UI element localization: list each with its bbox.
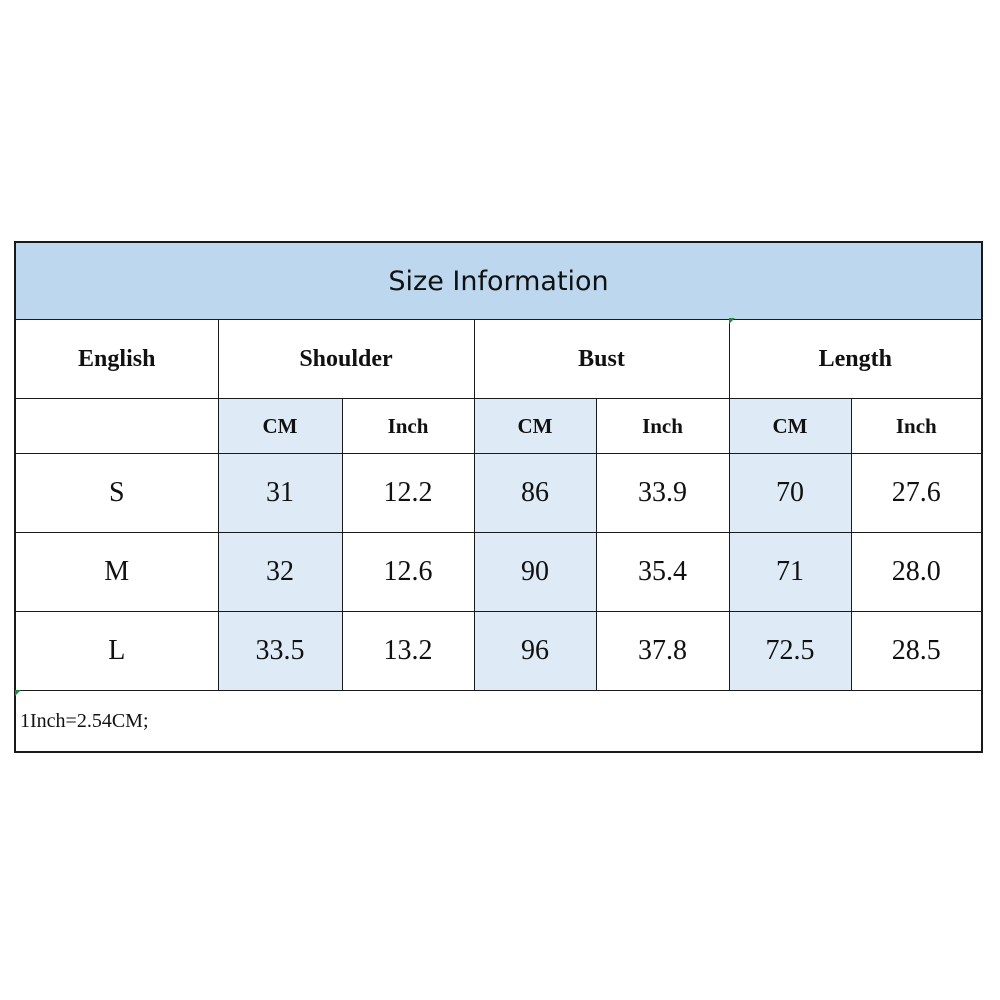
- length-cm-value: 70: [729, 454, 851, 533]
- size-label: L: [15, 612, 218, 691]
- bust-inch-value: 35.4: [596, 533, 729, 612]
- length-inch-value: 28.5: [851, 612, 982, 691]
- shoulder-cm-value: 31: [218, 454, 342, 533]
- bust-cm-unit: CM: [474, 399, 596, 454]
- bust-cm-value: 86: [474, 454, 596, 533]
- bust-inch-value: 33.9: [596, 454, 729, 533]
- title-row: [15, 242, 982, 320]
- table-title: Size Information: [15, 242, 982, 320]
- shoulder-cm-unit: CM: [218, 399, 342, 454]
- size-label: S: [15, 454, 218, 533]
- bust-cm-value: 96: [474, 612, 596, 691]
- length-header: Length: [729, 320, 982, 399]
- size-information-table: [14, 241, 983, 753]
- size-column-header: English: [15, 320, 218, 399]
- shoulder-header: Shoulder: [218, 320, 474, 399]
- length-inch-value: 28.0: [851, 533, 982, 612]
- header-row: [15, 320, 982, 399]
- bust-cm-value: 90: [474, 533, 596, 612]
- cell-comment-marker: [729, 318, 735, 324]
- shoulder-cm-value: 33.5: [218, 612, 342, 691]
- table-row-s: [15, 454, 982, 533]
- shoulder-inch-value: 12.6: [342, 533, 474, 612]
- table-row-m: [15, 533, 982, 612]
- bust-inch-value: 37.8: [596, 612, 729, 691]
- cell-comment-marker: [15, 690, 21, 696]
- length-cm-value: 71: [729, 533, 851, 612]
- length-cm-unit: CM: [729, 399, 851, 454]
- note-row: [15, 691, 982, 753]
- shoulder-inch-value: 13.2: [342, 612, 474, 691]
- length-inch-unit: Inch: [851, 399, 982, 454]
- shoulder-inch-unit: Inch: [342, 399, 474, 454]
- length-inch-value: 27.6: [851, 454, 982, 533]
- bust-inch-unit: Inch: [596, 399, 729, 454]
- size-label: M: [15, 533, 218, 612]
- shoulder-inch-value: 12.2: [342, 454, 474, 533]
- unit-row: [15, 399, 982, 454]
- length-cm-value: 72.5: [729, 612, 851, 691]
- bust-header: Bust: [474, 320, 729, 399]
- table-row-l: [15, 612, 982, 691]
- conversion-note: 1Inch=2.54CM;: [15, 691, 982, 753]
- unit-blank-cell: [15, 399, 218, 454]
- shoulder-cm-value: 32: [218, 533, 342, 612]
